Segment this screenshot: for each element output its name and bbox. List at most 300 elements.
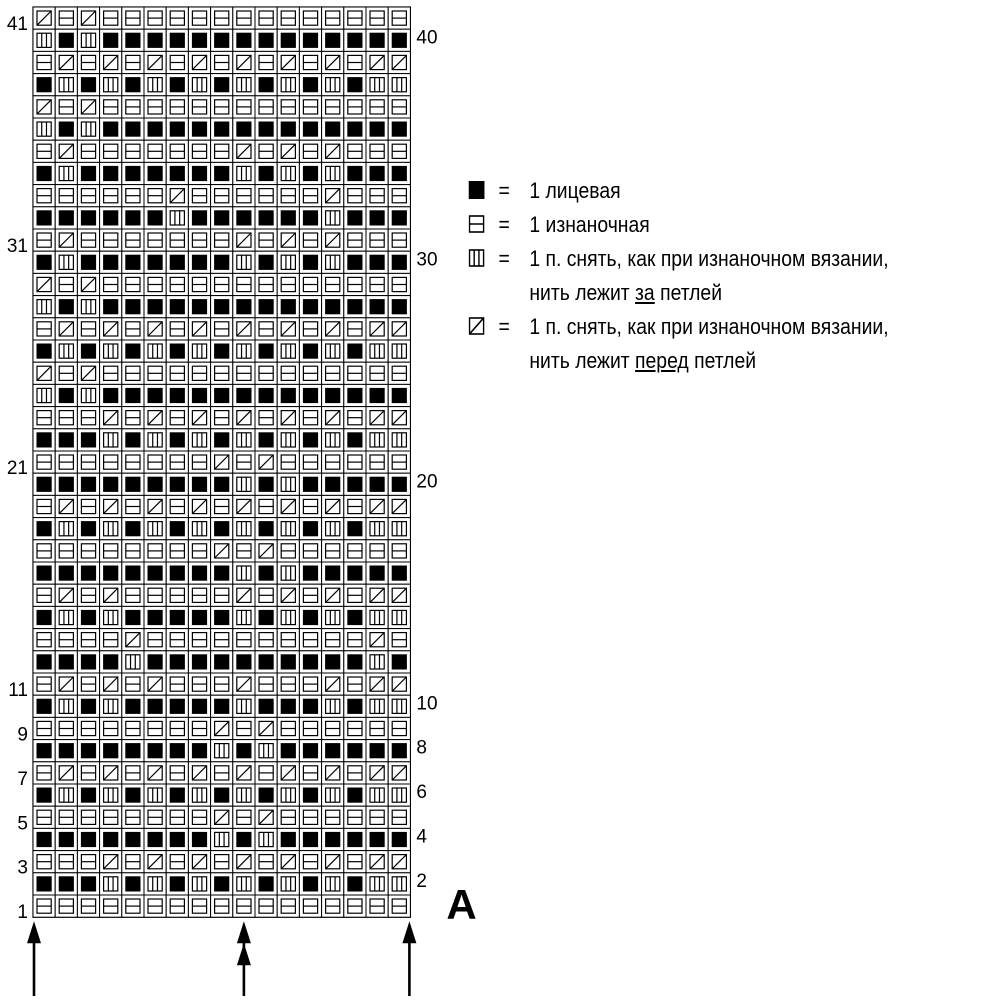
slip-yarn-back-icon [469,249,485,267]
legend-equals: = [498,178,510,203]
grid-cell [233,873,255,895]
knit-cell [170,521,185,536]
knit-cell [170,699,185,714]
knit-cell [81,832,96,847]
grid-cell [322,518,344,540]
knit-cell [37,477,52,492]
knit-cell [125,566,140,581]
knit-cell [81,743,96,758]
knit-cell [370,566,385,581]
knit-cell [259,33,274,48]
grid-cell [255,740,277,762]
grid-cell [188,784,210,806]
knit-cell [148,210,163,225]
grid-cell [144,429,166,451]
knit-cell [347,388,362,403]
knit-cell [170,33,185,48]
chart-row [33,851,410,873]
grid-cell [122,651,144,673]
grid-cell [188,518,210,540]
knit-cell [81,210,96,225]
knit-cell [170,122,185,137]
grid-cell [55,74,77,96]
knit-cell [148,699,163,714]
grid-cell [322,251,344,273]
knit-cell [148,122,163,137]
grid-cell [233,695,255,717]
grid-cell [277,518,299,540]
knit-cell [325,654,340,669]
grid-cell [144,873,166,895]
knit-cell [347,432,362,447]
knit-cell [170,388,185,403]
chart-row [33,584,410,606]
knit-cell [259,166,274,181]
knit-cell [37,344,52,359]
grid-cell [277,340,299,362]
knit-cell [236,33,251,48]
knit-cell [392,122,407,137]
knit-cell [125,77,140,92]
grid-cell [388,873,410,895]
chart-row [33,518,410,540]
grid-cell [100,518,122,540]
knit-cell [236,743,251,758]
chart-row [33,695,410,717]
row-number-right: 6 [416,782,427,804]
knit-cell [303,477,318,492]
knit-cell [125,210,140,225]
underlined-word: за [635,280,655,305]
grid-cell [100,340,122,362]
row-number-left: 7 [17,768,28,790]
knit-cell [148,33,163,48]
knit-cell [214,166,229,181]
knit-cell [303,699,318,714]
knit-cell [325,33,340,48]
knit-cell [192,832,207,847]
row-number-right: 8 [416,737,427,759]
knit-cell [236,832,251,847]
knit-cell [214,33,229,48]
grid-cell [366,651,388,673]
knit-cell [170,788,185,803]
grid-cell [33,29,55,51]
chart-row [33,140,410,162]
knit-cell [214,210,229,225]
knit-cell [148,477,163,492]
row-number-left: 31 [6,236,28,258]
grid-cell [366,784,388,806]
legend-equals: = [498,246,510,271]
knit-cell [148,166,163,181]
grid-cell [55,784,77,806]
grid-cell [100,873,122,895]
row-number-left: 41 [6,14,28,36]
knit-black-square-icon [469,181,485,199]
knit-cell [303,299,318,314]
grid-cell [233,74,255,96]
chart-row [33,606,410,628]
grid-cell [277,429,299,451]
grid-cell [388,606,410,628]
knit-cell [347,299,362,314]
knit-cell [370,122,385,137]
knit-cell [148,832,163,847]
knit-cell [214,122,229,137]
grid-cell [77,29,99,51]
row-number-left: 9 [17,724,28,746]
knit-cell [192,299,207,314]
knit-cell [303,832,318,847]
knit-cell [214,477,229,492]
grid-cell [144,518,166,540]
knit-cell [303,654,318,669]
repeat-arrow-icon [27,921,41,996]
knit-cell [192,654,207,669]
knit-cell [103,166,118,181]
knit-cell [259,477,274,492]
row-number-right: 30 [416,249,438,271]
legend-item-slip-back [466,242,932,310]
grid-cell [33,384,55,406]
knit-cell [370,388,385,403]
knit-cell [103,832,118,847]
grid-cell [100,695,122,717]
knit-cell [392,566,407,581]
grid-cell [322,340,344,362]
chart-row [33,384,410,406]
grid-cell [277,473,299,495]
grid-cell [366,74,388,96]
grid-cell [366,429,388,451]
grid-cell [33,118,55,140]
knit-cell [347,255,362,270]
chart-row [33,740,410,762]
chart-row [33,118,410,140]
knit-cell [214,699,229,714]
knit-cell [392,33,407,48]
knit-cell [214,432,229,447]
chart-row [33,296,410,318]
grid-cell [188,429,210,451]
chart-row [33,828,410,850]
grid-cell [322,162,344,184]
knit-cell [170,832,185,847]
grid-cell [100,429,122,451]
knit-cell [59,33,74,48]
knit-cell [281,388,296,403]
knit-cell [37,610,52,625]
knit-cell [148,255,163,270]
knit-cell [325,566,340,581]
grid-cell [277,251,299,273]
grid-cell [322,606,344,628]
knit-cell [303,610,318,625]
knit-cell [370,299,385,314]
knit-cell [370,743,385,758]
grid-cell [233,340,255,362]
knit-cell [325,477,340,492]
knit-cell [325,388,340,403]
grid-cell [255,828,277,850]
knit-cell [347,344,362,359]
chart-row [33,74,410,96]
knit-cell [125,521,140,536]
knit-cell [148,610,163,625]
knit-cell [259,610,274,625]
knit-cell [81,566,96,581]
knit-cell [259,388,274,403]
knit-cell [81,699,96,714]
legend-item-purl [466,208,932,242]
grid-cell [188,74,210,96]
grid-cell [55,340,77,362]
knit-cell [281,743,296,758]
knit-cell [37,788,52,803]
knit-cell [303,743,318,758]
grid-cell [233,251,255,273]
knit-cell [325,122,340,137]
knit-cell [125,610,140,625]
knit-cell [103,255,118,270]
chart-row [33,51,410,73]
legend-text-line2: нить лежит перед петлей [529,348,757,373]
knit-cell [125,699,140,714]
knit-cell [214,77,229,92]
chart-row [33,29,410,51]
knit-cell [303,210,318,225]
knit-cell [81,432,96,447]
grid-cell [100,784,122,806]
knit-cell [347,743,362,758]
chart-row [33,273,410,295]
grid-cell [366,340,388,362]
knit-cell [103,654,118,669]
knit-cell [37,77,52,92]
knit-cell [259,699,274,714]
row-number-right: 4 [416,826,427,848]
repeat-double-arrow-icon [237,921,251,996]
grid-cell [233,429,255,451]
knit-cell [59,210,74,225]
knit-cell [370,832,385,847]
knit-cell [303,876,318,891]
grid-cell [166,207,188,229]
row-number-right: 10 [416,693,438,715]
knit-cell [392,654,407,669]
knit-cell [125,122,140,137]
grid-cell [55,162,77,184]
chart-row [33,495,410,517]
knit-cell [214,788,229,803]
knit-cell [347,876,362,891]
knit-cell [59,299,74,314]
knit-cell [303,166,318,181]
knit-cell [148,743,163,758]
knit-cell [347,77,362,92]
knit-cell [170,299,185,314]
chart-row [33,806,410,828]
knit-cell [192,33,207,48]
knit-cell [81,876,96,891]
knit-cell [259,344,274,359]
knit-cell [125,388,140,403]
knit-cell [214,566,229,581]
grid-cell [277,562,299,584]
chart-row [33,717,410,739]
knit-cell [37,566,52,581]
knit-cell [347,699,362,714]
knit-cell [281,122,296,137]
knit-cell [125,743,140,758]
grid-cell [55,695,77,717]
grid-cell [322,784,344,806]
knit-cell [281,210,296,225]
knit-cell [392,388,407,403]
legend-equals: = [498,212,510,237]
knit-cell [370,33,385,48]
knit-cell [81,166,96,181]
grid-cell [233,162,255,184]
knit-cell [59,432,74,447]
knit-cell [59,477,74,492]
legend-text: 1 изнаночная [529,212,650,237]
knit-cell [347,521,362,536]
knit-cell [281,299,296,314]
knit-cell [59,876,74,891]
chart-row [33,362,410,384]
chart-row [33,540,410,562]
knit-cell [259,521,274,536]
grid-cell [233,473,255,495]
knit-cell [37,699,52,714]
knit-cell [303,77,318,92]
knit-cell [170,743,185,758]
chart-row [33,473,410,495]
grid-cell [366,518,388,540]
knit-cell [125,432,140,447]
slip-yarn-front-icon [469,317,485,335]
knit-cell [125,255,140,270]
knit-cell [303,566,318,581]
knit-cell [259,788,274,803]
knit-cell [347,832,362,847]
grid-cell [55,606,77,628]
grid-cell [366,695,388,717]
knit-cell [37,654,52,669]
legend-item-slip-front [466,310,932,378]
grid-cell [77,384,99,406]
chart-row [33,451,410,473]
knit-cell [170,876,185,891]
grid-cell [100,606,122,628]
grid-cell [144,74,166,96]
grid-cell [77,118,99,140]
grid-cell [277,74,299,96]
knit-cell [259,255,274,270]
knit-cell [325,743,340,758]
knit-cell [170,654,185,669]
grid-cell [277,162,299,184]
knit-cell [259,654,274,669]
knit-cell [81,654,96,669]
knit-cell [59,832,74,847]
grid-cell [388,518,410,540]
knit-cell [303,122,318,137]
chart-row [33,562,410,584]
legend-text-line2: нить лежит за петлей [529,280,723,305]
legend-equals: = [498,314,510,339]
knit-cell [347,566,362,581]
knit-cell [392,743,407,758]
knit-cell [192,166,207,181]
grid-cell [144,340,166,362]
knit-cell [236,654,251,669]
grid-cell [55,251,77,273]
legend-text: 1 лицевая [529,178,621,203]
knit-cell [81,788,96,803]
grid-cell [388,429,410,451]
grid-cell [233,562,255,584]
chart-row [33,229,410,251]
knit-cell [59,122,74,137]
knit-cell [37,743,52,758]
grid-cell [366,606,388,628]
knit-cell [347,166,362,181]
grid-cell [233,606,255,628]
knit-cell [125,299,140,314]
grid-cell [322,695,344,717]
knit-cell [125,876,140,891]
knit-cell [303,255,318,270]
knit-cell [170,477,185,492]
knit-cell [192,743,207,758]
knit-cell [103,388,118,403]
grid-cell [277,606,299,628]
grid-cell [322,873,344,895]
knit-cell [370,166,385,181]
chart-row [33,784,410,806]
row-number-left: 5 [17,813,28,835]
knit-cell [214,299,229,314]
knit-cell [236,122,251,137]
chart-row [33,407,410,429]
row-number-left: 21 [6,458,28,480]
knit-cell [192,388,207,403]
knit-cell [392,299,407,314]
knit-cell [192,566,207,581]
chart-row [33,318,410,340]
knit-cell [148,566,163,581]
grid-cell [144,784,166,806]
grid-cell [100,74,122,96]
knit-cell [347,654,362,669]
knit-cell [259,299,274,314]
grid-cell [366,873,388,895]
knit-cell [236,388,251,403]
chart-row [33,895,410,917]
knit-cell [370,477,385,492]
grid-cell [277,873,299,895]
knit-cell [303,788,318,803]
repeat-arrow-icon [402,921,416,996]
knit-cell [347,33,362,48]
grid-cell [388,695,410,717]
knit-cell [236,210,251,225]
chart-row [33,96,410,118]
knit-cell [37,210,52,225]
